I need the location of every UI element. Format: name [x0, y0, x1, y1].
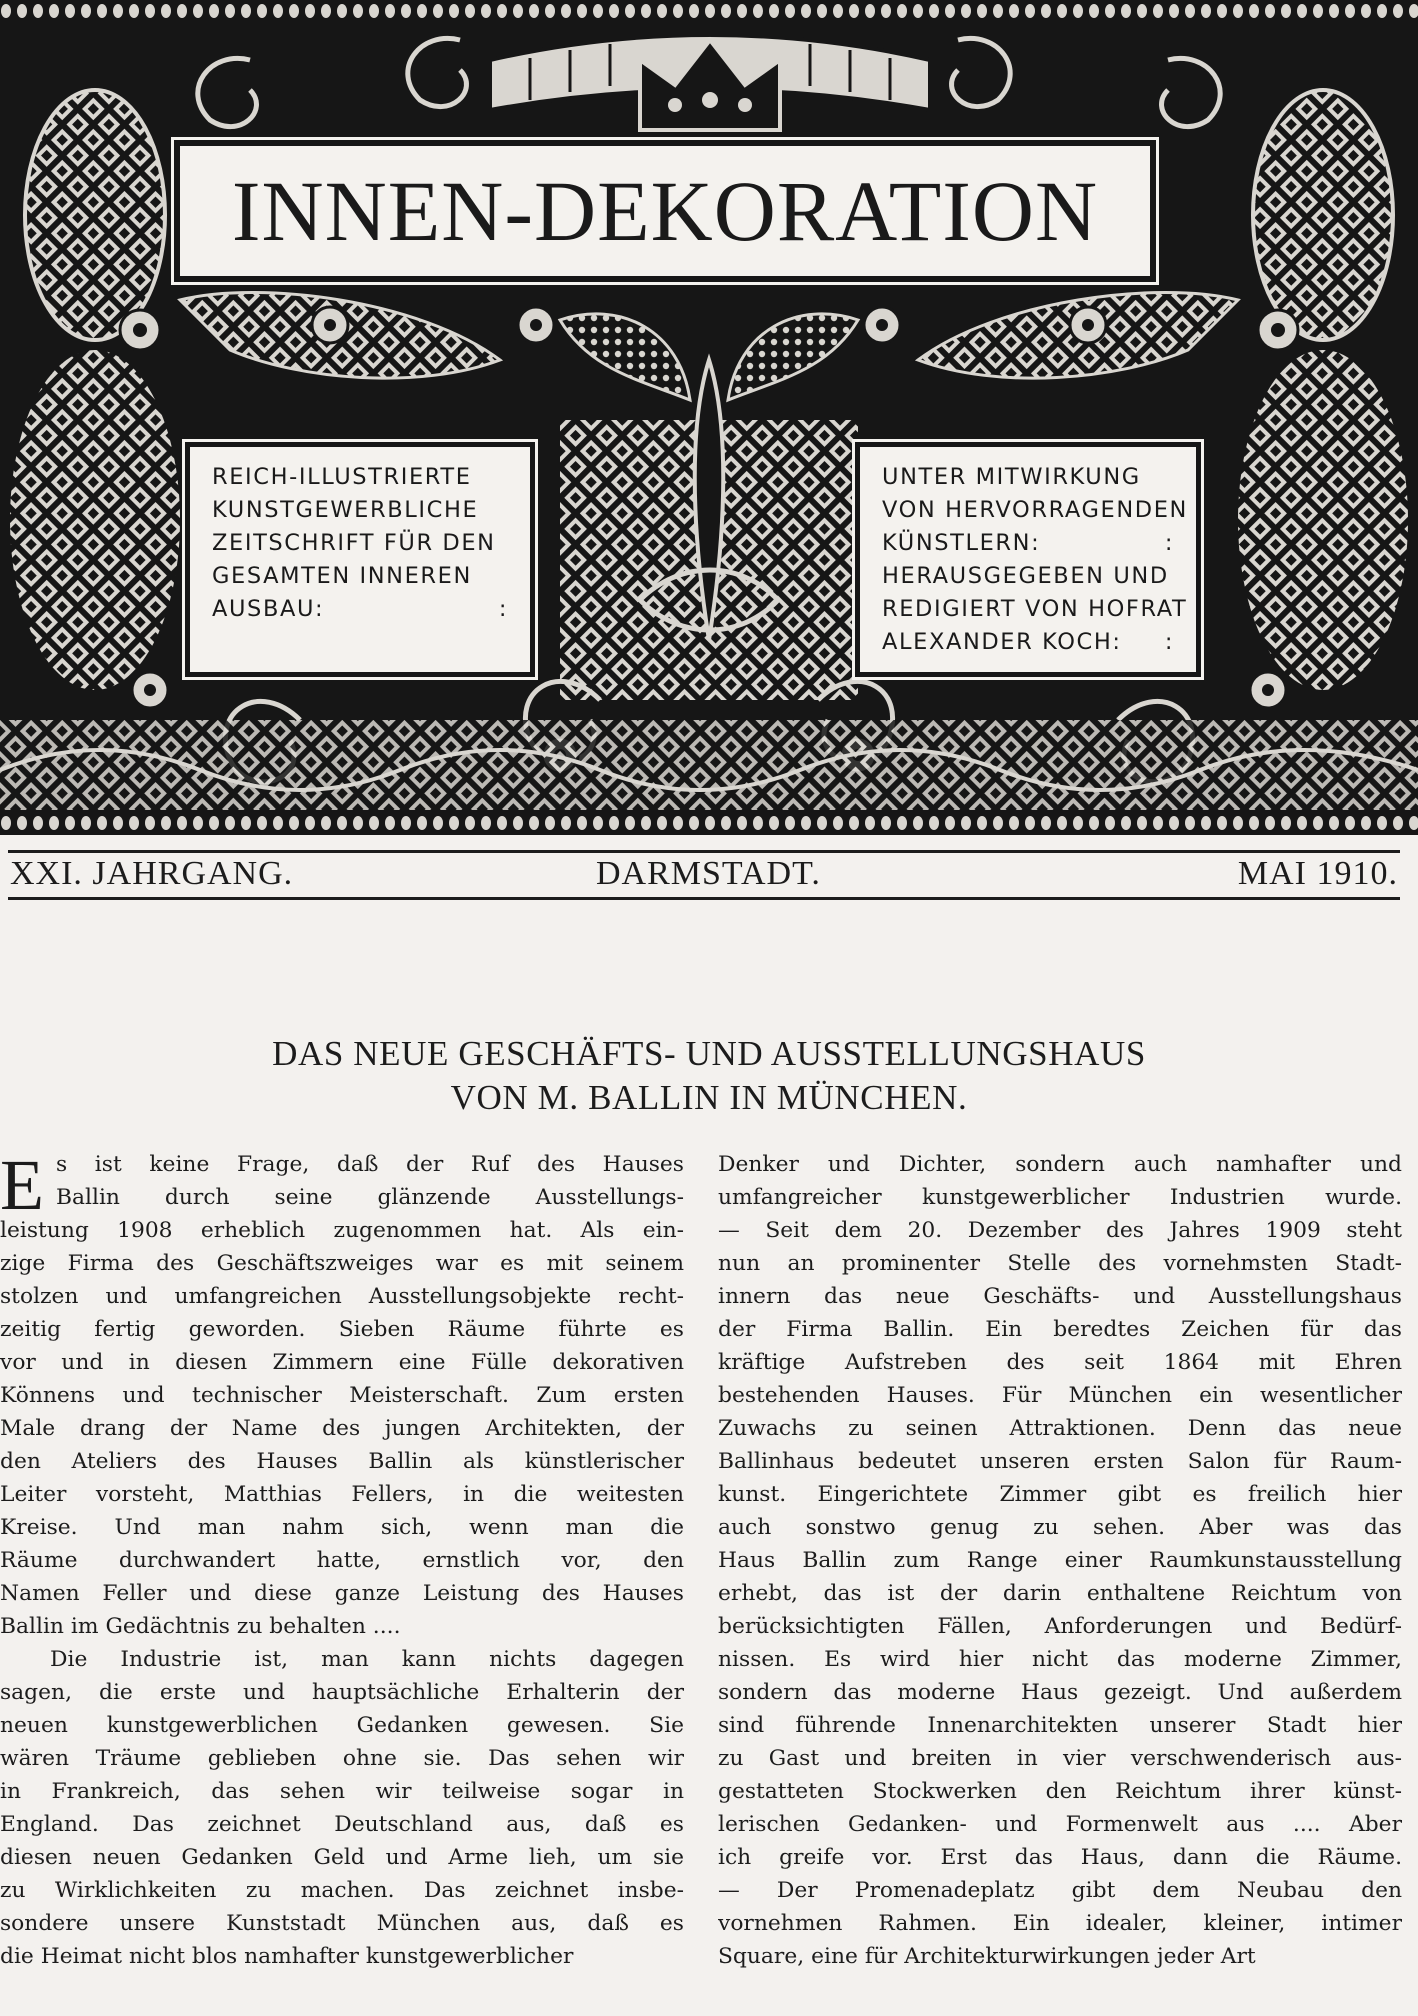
text-line: Ballinhaus bedeutet unseren ersten Salon für Raum-	[718, 1449, 1402, 1474]
editor-line	[882, 527, 1174, 560]
editor-line	[882, 626, 1174, 659]
subtitle-line	[212, 593, 508, 626]
text-line: zu Gast und breiten in vier verschwenderisch aus-	[718, 1746, 1402, 1771]
text-line: Zuwachs zu seinen Attraktionen. Denn das neue	[718, 1416, 1402, 1441]
text-line: auch sonstwo genug zu sehen. Aber was das	[718, 1515, 1402, 1540]
subtitle-line: GESAMTEN INNEREN	[212, 563, 472, 589]
text-line: s ist keine Frage, daß der Ruf des Hauses	[56, 1152, 684, 1177]
text-line: Denker und Dichter, sondern auch namhafter und	[718, 1152, 1402, 1177]
text-line: England. Das zeichnet Deutschland aus, daß es	[0, 1812, 684, 1837]
text-line: nun an prominenter Stelle des vornehmsten Stadt-	[718, 1251, 1402, 1276]
text-line: umfangreicher kunstgewerblicher Industrien wurde.	[718, 1185, 1402, 1210]
text-line: erhebt, das ist der darin enthaltene Reichtum von	[718, 1581, 1402, 1606]
subtitle-line: ZEITSCHRIFT FÜR DEN	[212, 530, 496, 556]
text-line: kunst. Eingerichtete Zimmer gibt es freilich hier	[718, 1482, 1402, 1507]
article-heading	[0, 1032, 1418, 1120]
text-line: lerischen Gedanken- und Formenwelt aus .... Aber	[718, 1812, 1402, 1837]
text-line: Ballin im Gedächtnis zu behalten ....	[0, 1614, 401, 1639]
editor-line-text: KÜNSTLERN:	[882, 530, 1041, 556]
editor-line: HERAUSGEGEBEN UND	[882, 563, 1169, 589]
text-line: neuen kunstgewerblichen Gedanken gewesen. Sie	[0, 1713, 684, 1738]
issue-place: DARMSTADT.	[596, 855, 821, 892]
text-line: nissen. Es wird hier nicht das moderne Zimmer,	[718, 1647, 1402, 1672]
crown-ornament	[470, 0, 950, 150]
text-line: zeitig fertig geworden. Sieben Räume führte es	[0, 1317, 684, 1342]
text-line: Namen Feller und diese ganze Leistung des Hauses	[0, 1581, 684, 1606]
text-line: ich greife vor. Erst das Haus, dann die Räume.	[718, 1845, 1402, 1870]
text-line: Square, eine für Architekturwirkungen jeder Art	[718, 1944, 1256, 1969]
text-line: der Firma Ballin. Ein beredtes Zeichen für das	[718, 1317, 1402, 1342]
text-line: innern das neue Geschäfts- und Ausstellungshaus	[718, 1284, 1402, 1309]
ornamental-header	[0, 0, 1418, 835]
subtitle-line: REICH-ILLUSTRIERTE	[212, 464, 472, 490]
drop-cap: E	[0, 1148, 44, 1225]
colon-mark: :	[1164, 629, 1174, 655]
editor-line: UNTER MITWIRKUNG	[882, 464, 1141, 490]
title-panel	[180, 146, 1150, 276]
editor-panel	[860, 447, 1196, 672]
text-line: vornehmen Rahmen. Ein idealer, kleiner, intimer	[718, 1911, 1402, 1936]
article-column-right	[718, 1148, 1402, 2016]
text-line: Die Industrie ist, man kann nichts dagegen	[50, 1647, 684, 1672]
text-line: Kreise. Und man nahm sich, wenn man die	[0, 1515, 684, 1540]
colon-mark: :	[1164, 530, 1174, 556]
text-line: zige Firma des Geschäftszweiges war es mit seinem	[0, 1251, 684, 1276]
subtitle-panel	[190, 447, 530, 672]
text-line: Könnens und technischer Meisterschaft. Zum ersten	[0, 1383, 684, 1408]
text-line: berücksichtigten Fällen, Anforderungen und Bedürf-	[718, 1614, 1402, 1639]
heading-line: DAS NEUE GESCHÄFTS- UND AUSSTELLUNGSHAUS	[272, 1034, 1146, 1073]
text-line: Haus Ballin zum Range einer Raumkunstausstellung	[718, 1548, 1402, 1573]
text-line: leistung 1908 erheblich zugenommen hat. Als ein-	[0, 1218, 684, 1243]
text-line: stolzen und umfangreichen Ausstellungsobjekte recht-	[0, 1284, 684, 1309]
editor-line: VON HERVORRAGENDEN	[882, 497, 1188, 523]
issue-masthead	[8, 850, 1400, 900]
text-line: diesen neuen Gedanken Geld und Arme lieh, um sie	[0, 1845, 684, 1870]
issue-volume: XXI. JAHRGANG.	[10, 855, 294, 892]
colon-mark: :	[498, 596, 508, 622]
text-line: Ballin durch seine glänzende Ausstellungs-	[56, 1185, 684, 1210]
text-line: Male drang der Name des jungen Architekten, der	[0, 1416, 684, 1441]
subtitle-line: KUNSTGEWERBLICHE	[212, 497, 479, 523]
bead-border-bottom	[0, 812, 1418, 834]
text-line: Leiter vorsteht, Matthias Fellers, in die weitesten	[0, 1482, 684, 1507]
text-line: in Frankreich, das sehen wir teilweise sogar in	[0, 1779, 684, 1804]
text-line: die Heimat nicht blos namhafter kunstgewerblicher	[0, 1944, 574, 1969]
text-line: — Der Promenadeplatz gibt dem Neubau den	[718, 1878, 1402, 1903]
text-line: den Ateliers des Hauses Ballin als künstlerischer	[0, 1449, 684, 1474]
text-line: sondern das moderne Haus gezeigt. Und außerdem	[718, 1680, 1402, 1705]
text-line: zu Wirklichkeiten zu machen. Das zeichnet insbe-	[0, 1878, 684, 1903]
issue-date: MAI 1910.	[1237, 855, 1398, 892]
heading-line: VON M. BALLIN IN MÜNCHEN.	[450, 1078, 968, 1117]
text-line: wären Träume geblieben ohne sie. Das sehen wir	[0, 1746, 684, 1771]
text-line: Räume durchwandert hatte, ernstlich vor, den	[0, 1548, 684, 1573]
text-line: bestehenden Hauses. Für München ein wesentlicher	[718, 1383, 1402, 1408]
article-column-left	[0, 1148, 684, 2016]
text-line: gestatteten Stockwerken den Reichtum ihrer künst-	[718, 1779, 1402, 1804]
text-line: sagen, die erste und hauptsächliche Erhalterin der	[0, 1680, 684, 1705]
text-line: vor und in diesen Zimmern eine Fülle dekorativen	[0, 1350, 684, 1375]
editor-line-text: ALEXANDER KOCH:	[882, 629, 1122, 655]
editor-line: REDIGIERT VON HOFRAT	[882, 596, 1188, 622]
text-line: kräftige Aufstreben des seit 1864 mit Ehren	[718, 1350, 1402, 1375]
magazine-title: INNEN-DEKORATION	[231, 163, 1099, 259]
text-line: sondere unsere Kunststadt München aus, daß es	[0, 1911, 684, 1936]
text-line: sind führende Innenarchitekten unserer Stadt hier	[718, 1713, 1402, 1738]
subtitle-line-text: AUSBAU:	[212, 596, 325, 622]
text-line: — Seit dem 20. Dezember des Jahres 1909 steht	[718, 1218, 1402, 1243]
